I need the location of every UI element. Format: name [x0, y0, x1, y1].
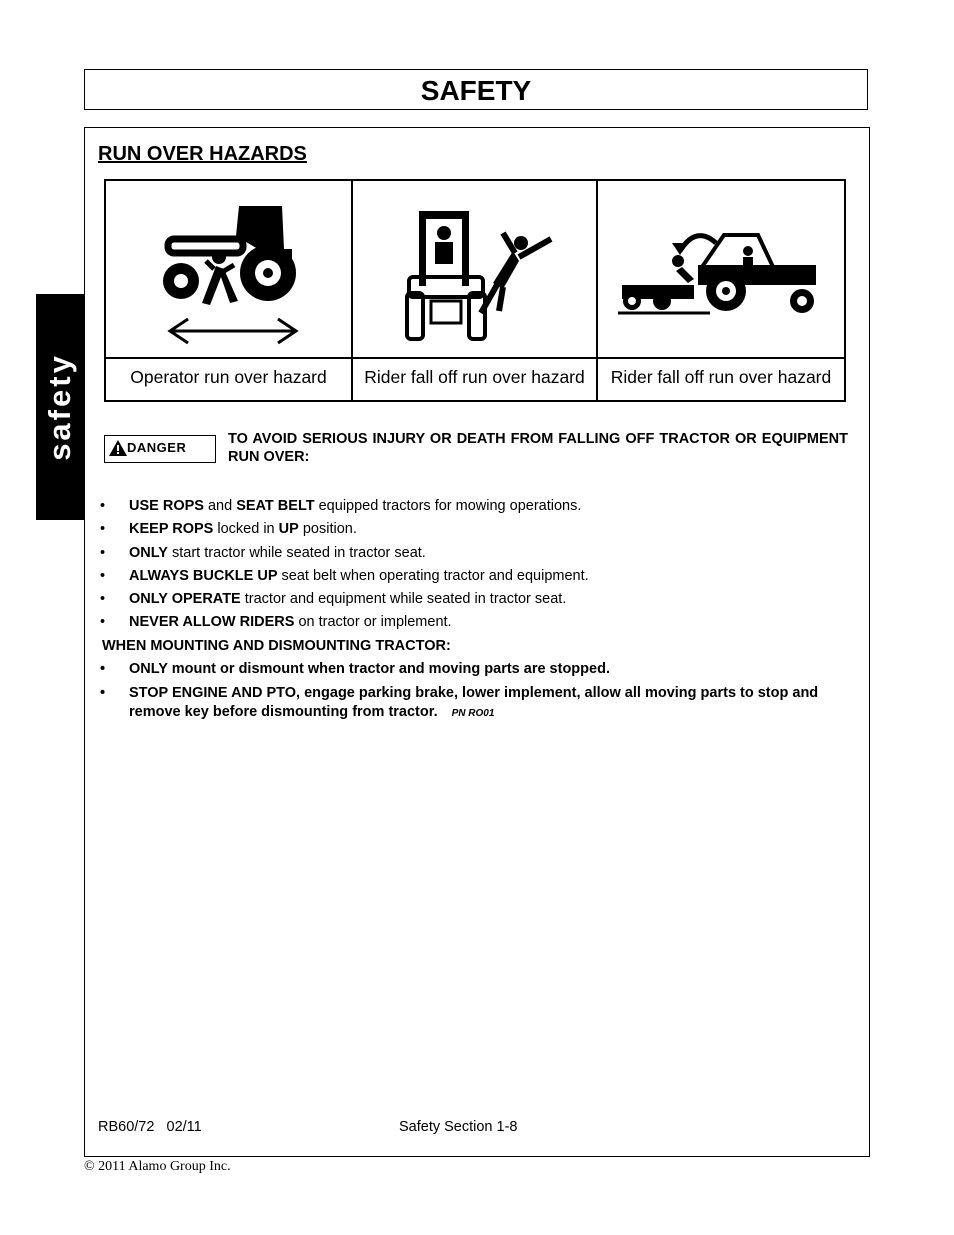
side-tab [36, 294, 84, 520]
bullet-marker: • [100, 614, 106, 631]
hazard-caption-3: Rider fall off run over hazard [610, 367, 832, 387]
bullet-emphasis: USE ROPS [129, 498, 204, 514]
section-title: RUN OVER HAZARDS [98, 143, 307, 165]
bullet-text: tractor and equipment while seated in tractor seat. [240, 591, 567, 608]
list-item [100, 684, 850, 723]
list-item [100, 542, 850, 565]
mounting-heading: WHEN MOUNTING AND DISMOUNTING TRACTOR: [102, 637, 451, 654]
bullet-text: locked in [213, 521, 279, 538]
bullet-emphasis: ALWAYS BUCKLE UP [129, 567, 278, 584]
rider-fall-off-icon [353, 181, 596, 359]
part-number: PN RO01 [451, 708, 495, 720]
footer-section: Safety Section 1-8 [399, 1119, 518, 1135]
bullet-marker: • [100, 498, 106, 514]
bullet-emphasis: KEEP ROPS [129, 521, 214, 538]
hazard-caption-2: Rider fall off run over hazard [364, 367, 585, 387]
list-item [100, 658, 850, 681]
bullet-marker: • [100, 567, 106, 584]
bullet-text: start tractor while seated in tractor seat. [167, 544, 426, 561]
operator-run-over-icon [106, 181, 351, 359]
bullet-marker: • [100, 661, 106, 678]
warning-triangle-icon [109, 440, 127, 456]
hazard-cell-1 [106, 181, 353, 400]
safety-bullet-list [100, 495, 850, 723]
list-item [100, 495, 850, 518]
bullet-text: equipped tractors for mowing operations. [314, 498, 582, 514]
list-item [100, 565, 850, 588]
bullet-emphasis: ONLY [129, 544, 168, 561]
mounting-item-2: STOP ENGINE AND PTO, engage parking brake, lower implement, allow all moving parts to stop and remove key before dismounting from tractor. [129, 685, 819, 721]
list-item [100, 518, 850, 541]
footer-model: RB60/72 02/11 [98, 1119, 202, 1135]
bullet-marker: • [100, 685, 106, 702]
bullet-text: seat belt when operating tractor and equipment. [277, 567, 589, 584]
bullet-emphasis: NEVER ALLOW RIDERS [129, 614, 295, 631]
bullet-text: position. [298, 521, 357, 538]
mounting-item-1: ONLY mount or dismount when tractor and moving parts are stopped. [129, 661, 610, 678]
page-title: SAFETY [420, 75, 532, 106]
bullet-text: on tractor or implement. [294, 614, 452, 631]
danger-badge [104, 435, 216, 463]
bullet-marker: • [100, 521, 106, 538]
rops-bullets [100, 495, 850, 635]
list-item [100, 588, 850, 611]
copyright: © 2011 Alamo Group Inc. [84, 1159, 231, 1174]
danger-warning-text: TO AVOID SERIOUS INJURY OR DEATH FROM FALLING OFF TRACTOR OR EQUIPMENT RUN OVER: [228, 431, 848, 465]
hazard-cell-2 [353, 181, 598, 400]
danger-badge-label: DANGER [127, 440, 187, 455]
bullet-marker: • [100, 591, 106, 608]
hazard-caption-1: Operator run over hazard [130, 367, 327, 387]
hazard-cell-3 [598, 181, 844, 400]
page-header [84, 69, 868, 110]
hazard-image-table [104, 179, 846, 402]
list-item [100, 611, 850, 634]
bullet-emphasis: ONLY OPERATE [129, 591, 241, 608]
bullet-emphasis: UP [278, 521, 299, 538]
bullet-marker: • [100, 544, 106, 561]
bullet-emphasis: SEAT BELT [236, 498, 315, 514]
bullet-text: and [203, 498, 237, 514]
side-tab-label: safety [42, 353, 77, 461]
rider-fall-off-implement-icon [598, 181, 844, 359]
